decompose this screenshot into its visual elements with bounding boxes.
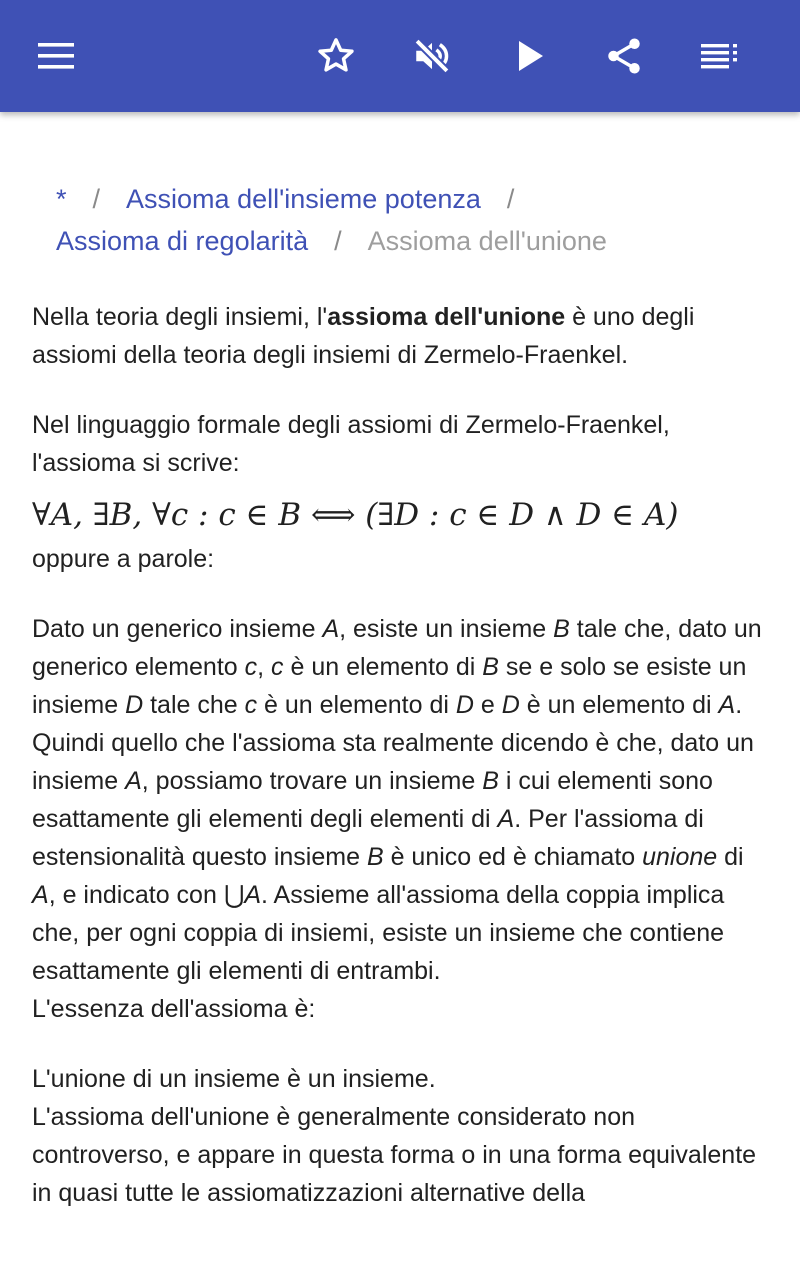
paragraph-explanation: Quindi quello che l'assioma sta realmente dicendo è che, dato un insieme A, possiamo trovare un insieme B i cui elementi sono esattamente gli elementi degli elementi di A. Per l'assioma di estensionalità questo insieme B è unico ed è chiamato unione di A, e indicato con ⋃A. Assieme all'assioma della coppia implica che, per ogni coppia di insiemi, esiste un insieme che contiene esattamente gli elementi di entrambi. <box>32 729 754 985</box>
play-icon[interactable] <box>502 28 558 84</box>
paragraph-controversy: L'assioma dell'unione è generalmente considerato non controverso, e appare in questa forma o in una forma equivalente in quasi tutte le assiomatizzazioni alternative della <box>32 1103 757 1207</box>
star-outline-icon[interactable] <box>308 28 364 84</box>
breadcrumb-root[interactable]: * <box>56 184 67 214</box>
breadcrumb-separator: / <box>92 184 101 214</box>
formula: ∀A, ∃B, ∀c : c ∈ B ⟺ (∃D : c ∈ D ∧ D ∈ A) <box>32 497 679 533</box>
volume-off-icon[interactable] <box>404 28 460 84</box>
share-icon[interactable] <box>596 28 652 84</box>
menu-icon[interactable] <box>28 28 84 84</box>
paragraph-in-words: oppure a parole: <box>32 545 215 573</box>
breadcrumb-item-power-set[interactable]: Assioma dell'insieme potenza <box>126 184 481 214</box>
breadcrumb-separator: / <box>506 184 515 214</box>
bold-term: assioma dell'unione <box>327 303 566 331</box>
article-body <box>32 298 772 1212</box>
paragraph-statement: L'unione di un insieme è un insieme. <box>32 1065 436 1093</box>
list-icon[interactable] <box>692 28 748 84</box>
breadcrumb <box>56 178 776 262</box>
text: è uno degli assiomi della teoria degli insiemi di Zermelo-Fraenkel. <box>32 303 695 369</box>
paragraph-definition: Dato un generico insieme A, esiste un insieme B tale che, dato un generico elemento c, c è un elemento di B se e solo se esiste un insieme D tale che c è un elemento di D e D è un elemento di A. <box>32 615 762 719</box>
app-bar <box>0 0 800 112</box>
paragraph-intro <box>32 298 772 374</box>
breadcrumb-separator: / <box>334 226 342 256</box>
breadcrumb-item-regularity[interactable]: Assioma di regolarità <box>56 226 309 256</box>
paragraph-formal: Nel linguaggio formale degli assiomi di Zermelo-Fraenkel, l'assioma si scrive: <box>32 411 670 477</box>
breadcrumb-current: Assioma dell'unione <box>367 226 607 256</box>
paragraph-essence: L'essenza dell'assioma è: <box>32 995 316 1023</box>
text: Nella teoria degli insiemi, l' <box>32 303 328 331</box>
